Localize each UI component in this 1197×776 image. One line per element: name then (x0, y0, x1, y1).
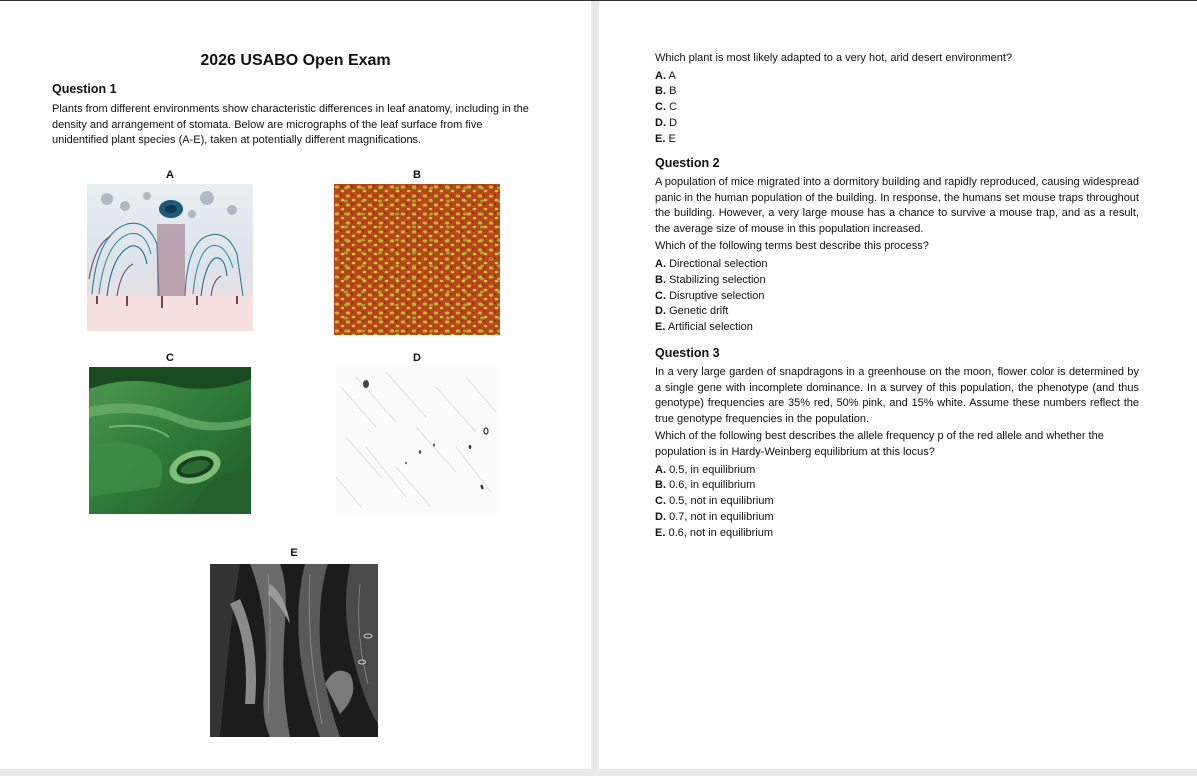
option-text: 0.6, not in equilibrium (668, 526, 774, 539)
question-1-text: Plants from different environments show characteristic differences in leaf anatomy, including in the density and arrangement of stomata. Below are micrographs of the leaf surface from five unidentified plant species (A-E), taken at potentially different magnifications. (52, 103, 529, 147)
option-text: 0.5, not in equilibrium (669, 495, 774, 508)
micrograph-c-icon (89, 367, 251, 514)
option-b[interactable] (655, 273, 1139, 289)
option-text: E (668, 132, 676, 145)
option-c[interactable] (655, 289, 1139, 305)
question-2-options (655, 257, 1139, 336)
micrograph-a-image (87, 184, 253, 331)
question-3-text: In a very large garden of snapdragons in a greenhouse on the moon, flower color is determined by a single gene with incomplete dominance. In a survey of this population, the phenotype (and thus genotype) frequencies are 35% red, 50% pink, and 15% white. Assume these numbers reflect the true genotype frequencies in the population. (655, 366, 1139, 425)
document-page-left (0, 1, 591, 769)
option-letter: C. (655, 289, 666, 302)
micrograph-b-image (334, 184, 500, 335)
option-letter: B. (655, 273, 666, 286)
option-letter: D. (655, 305, 666, 318)
option-a[interactable] (655, 463, 1139, 479)
question-2 (655, 156, 1139, 336)
micrograph-e-icon (210, 564, 378, 737)
option-e[interactable] (655, 132, 1145, 148)
option-letter: A. (655, 69, 666, 82)
option-letter: A. (655, 463, 666, 476)
option-letter: B. (655, 479, 666, 492)
option-text: Directional selection (669, 257, 768, 270)
option-text: 0.7, not in equilibrium (669, 510, 774, 523)
option-text: Stabilizing selection (669, 273, 766, 286)
option-d[interactable] (655, 304, 1139, 320)
option-text: Disruptive selection (669, 289, 765, 302)
figure-c-label: C (166, 352, 174, 364)
question-1-options (655, 69, 1145, 148)
option-d[interactable] (655, 510, 1139, 526)
question-3-prompt: Which of the following best describes the allele frequency p of the red allele and whether the population is in Hardy-Weinberg equilibrium at this locus? (655, 430, 1104, 458)
option-letter: C. (655, 495, 666, 508)
option-letter: E. (655, 526, 666, 539)
exam-title: 2026 USABO Open Exam (200, 52, 391, 69)
question-3-heading: Question 3 (655, 346, 720, 360)
question-1-continued (655, 51, 1145, 148)
option-a[interactable] (655, 69, 1145, 85)
option-text: 0.6, in equilibrium (669, 479, 756, 492)
option-letter: D. (655, 116, 666, 129)
question-3-options (655, 463, 1139, 542)
option-b[interactable] (655, 84, 1145, 100)
micrograph-d-image (336, 367, 498, 514)
question-1-prompt: Which plant is most likely adapted to a very hot, arid desert environment? (655, 52, 1013, 64)
option-letter: E. (655, 132, 666, 145)
figure-d-label: D (413, 352, 421, 364)
question-3 (655, 346, 1139, 542)
figure-b-label: B (413, 169, 421, 181)
micrograph-d-icon (336, 367, 498, 514)
micrograph-e-image (210, 564, 378, 737)
question-2-prompt: Which of the following terms best describe this process? (655, 240, 929, 253)
question-2-text: A population of mice migrated into a dormitory building and rapidly reproduced, causing widespread panic in the human population of the building. In response, the humans set mouse traps throughout the building. However, a very large mouse has a chance to survive a mouse trap, and as a result, the average size of mouse in this population increased. (655, 176, 1139, 235)
option-letter: E. (655, 321, 666, 334)
option-a[interactable] (655, 257, 1139, 273)
figure-e-label: E (290, 547, 298, 559)
option-letter: B. (655, 85, 666, 98)
figure-a-label: A (166, 169, 174, 181)
option-letter: D. (655, 510, 666, 523)
option-c[interactable] (655, 100, 1145, 116)
question-2-heading: Question 2 (655, 156, 720, 170)
option-text: Genetic drift (669, 305, 729, 318)
micrograph-a-icon (87, 184, 253, 331)
option-text: 0.5, in equilibrium (669, 463, 756, 476)
option-e[interactable] (655, 526, 1139, 542)
micrograph-b-icon (334, 184, 500, 335)
question-1-heading: Question 1 (52, 82, 117, 96)
document-page-right (599, 1, 1197, 769)
option-text: A (668, 69, 676, 82)
option-letter: A. (655, 257, 666, 270)
option-text: B (669, 85, 677, 98)
option-text: D (669, 116, 678, 129)
option-b[interactable] (655, 478, 1139, 494)
option-e[interactable] (655, 320, 1139, 336)
option-text: C (669, 101, 678, 114)
option-d[interactable] (655, 116, 1145, 132)
option-text: Artificial selection (667, 321, 753, 334)
option-c[interactable] (655, 494, 1139, 510)
micrograph-c-image (89, 367, 251, 514)
option-letter: C. (655, 101, 666, 114)
